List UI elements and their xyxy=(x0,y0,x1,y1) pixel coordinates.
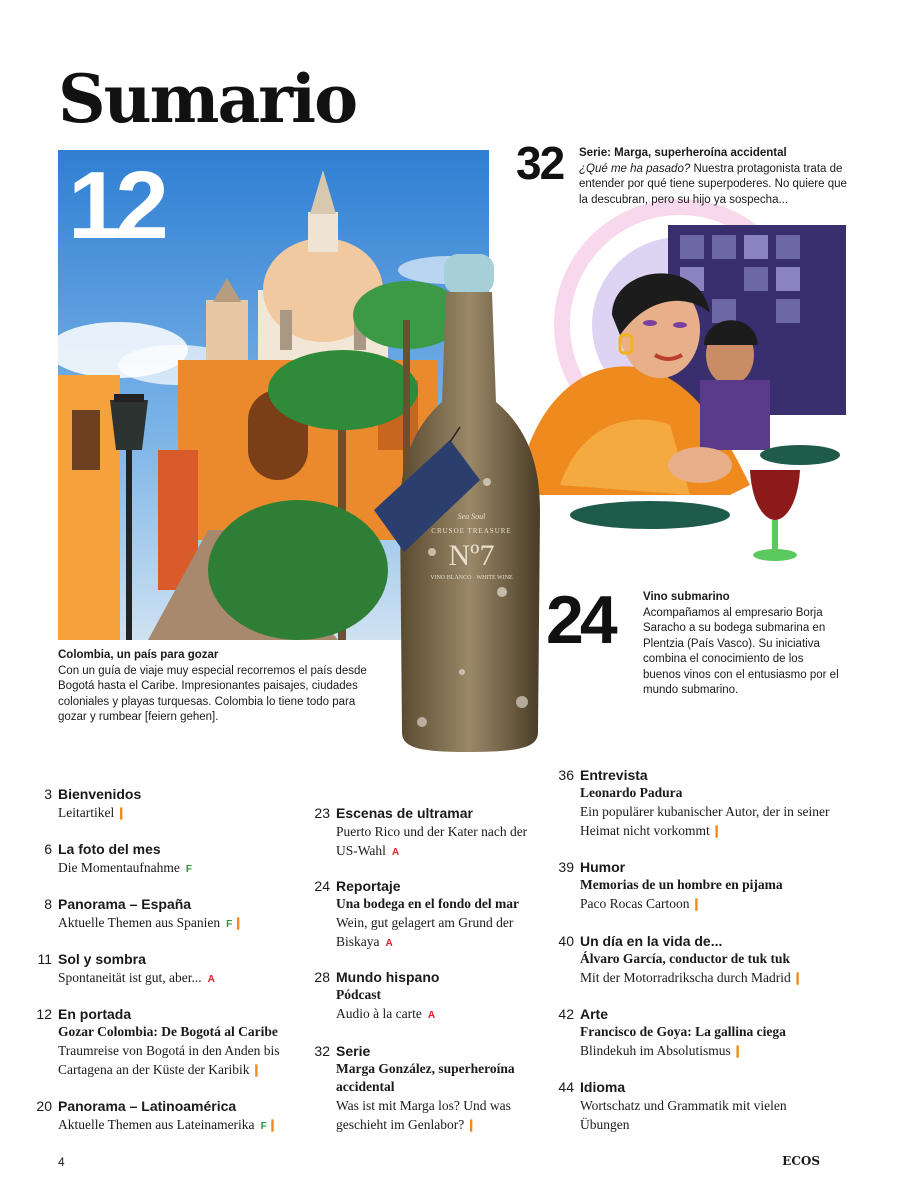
level-badge-i: ▎ xyxy=(695,900,704,911)
level-badge-i: ▎ xyxy=(120,809,128,820)
toc-description: Was ist mit Marga los? Und was geschieht im Genlabor? xyxy=(336,1098,511,1132)
level-badge-i: ▎ xyxy=(796,974,805,985)
toc-description: Puerto Rico und der Kater nach der US-Wahl xyxy=(336,824,528,858)
toc-section-title: Entrevista xyxy=(580,767,648,783)
feature-colombia-text: Con un guía de viaje muy especial recorremos el país desde Bogotá hasta el Caribe. Impresionantes paisajes, ciudades coloniales y playas turquesas. Colombia lo tiene todo para gozar y rumbear [feiern gehen]. xyxy=(58,664,367,723)
toc-page-number: 32 xyxy=(314,1043,330,1059)
toc-description: Aktuelle Themen aus Spanien xyxy=(58,915,221,930)
toc-page-number: 44 xyxy=(558,1079,574,1095)
bottle-label-number: Nº7 xyxy=(448,539,495,572)
level-badge-f: F xyxy=(226,919,233,930)
toc-description: Ein populärer kubanischer Autor, der in seiner Heimat nicht vorkommt xyxy=(580,804,830,838)
toc-page-number: 12 xyxy=(36,1006,52,1022)
toc-section-title: Bienvenidos xyxy=(58,786,142,802)
toc-article-title: Marga González, superheroína accidental xyxy=(336,1061,515,1094)
feature-number-vino: 24 xyxy=(546,582,614,658)
toc-page-number: 40 xyxy=(558,933,574,949)
feature-number-serie: 32 xyxy=(516,137,564,189)
toc-entry[interactable] xyxy=(314,968,551,1025)
toc-description: Mit der Motorradrikscha durch Madrid xyxy=(580,970,791,985)
feature-colombia xyxy=(58,648,368,726)
toc-article-title: Álvaro García, conductor de tuk tuk xyxy=(580,951,791,966)
marga-illustration xyxy=(500,195,850,570)
bottle-label-type: VINO BLANCO · WHITE WINE xyxy=(430,575,513,581)
toc-description: Aktuelle Themen aus Lateinamerika xyxy=(58,1117,255,1132)
level-badge-i: ▎ xyxy=(255,1066,264,1077)
toc-article-title: Una bodega en el fondo del mar xyxy=(336,896,520,911)
toc-entry[interactable] xyxy=(44,785,303,824)
feature-vino xyxy=(643,590,843,699)
bottle-label-brand: Sea Soul xyxy=(457,512,486,521)
toc-entry[interactable] xyxy=(558,766,830,842)
toc-description: Paco Rocas Cartoon xyxy=(580,896,690,911)
toc-entry[interactable] xyxy=(44,840,303,879)
bottle-label-line: CRUSOE TREASURE xyxy=(431,527,512,535)
page-number: 4 xyxy=(58,1155,65,1169)
feature-vino-heading: Vino submarino xyxy=(643,591,730,603)
toc-section-title: Panorama – Latinoamérica xyxy=(58,1098,237,1114)
toc-entry[interactable] xyxy=(314,1042,551,1136)
toc-description: Leitartikel xyxy=(58,805,115,820)
toc-section-title: Mundo hispano xyxy=(336,969,440,985)
feature-number-colombia: 12 xyxy=(68,152,163,259)
level-badge-i: ▎ xyxy=(271,1121,280,1132)
toc-article-title: Pódcast xyxy=(336,987,381,1002)
feature-serie-question: ¿Qué me ha pasado? xyxy=(579,162,691,175)
toc-section-title: Idioma xyxy=(580,1079,626,1095)
level-badge-i: ▎ xyxy=(237,919,245,930)
toc-section-title: Sol y sombra xyxy=(58,951,146,967)
toc-entry[interactable] xyxy=(558,858,830,915)
level-badge-f: F xyxy=(260,1121,267,1132)
toc-article-title: Memorias de un hombre en pijama xyxy=(580,877,783,892)
level-badge-a: A xyxy=(207,974,215,985)
feature-vino-text: Acompañamos al empresario Borja Saracho a su bodega submarina en Plentzia (País Vasco). Su iniciativa combina el conocimiento de los buenos vinos con el entusiasmo por el mundo submarino. xyxy=(643,606,839,696)
page-title: Sumario xyxy=(58,60,357,138)
feature-serie-heading: Serie: Marga, superheroína accidental xyxy=(579,147,787,159)
toc-section-title: Humor xyxy=(580,859,626,875)
toc-article-title: Leonardo Padura xyxy=(580,785,683,800)
toc-description: Traumreise von Bogotá in den Anden bis Cartagena an der Küste der Karibik xyxy=(58,1043,280,1077)
magazine-brand: ECOS xyxy=(782,1154,820,1168)
toc-entry[interactable] xyxy=(36,1005,303,1081)
feature-serie xyxy=(579,146,854,208)
toc-description: Blindekuh im Absolutismus xyxy=(580,1043,731,1058)
feature-serie-text: Nuestra protagonista trata de entender por qué tiene superpoderes. No quiere que la descubran, pero su hijo ya sospecha... xyxy=(579,162,847,206)
toc-page-number: 6 xyxy=(44,841,52,857)
toc-article-title: Francisco de Goya: La gallina ciega xyxy=(580,1024,786,1039)
toc-article-title: Gozar Colombia: De Bogotá al Caribe xyxy=(58,1024,278,1039)
toc-section-title: Reportaje xyxy=(336,878,401,894)
toc-page-number: 11 xyxy=(37,951,52,967)
toc-section-title: Panorama – España xyxy=(58,896,192,912)
level-badge-f: F xyxy=(185,864,192,875)
level-badge-i: ▎ xyxy=(736,1047,745,1058)
toc-page-number: 20 xyxy=(36,1098,52,1114)
toc-entry[interactable] xyxy=(558,1078,830,1134)
toc-section-title: Serie xyxy=(336,1043,371,1059)
toc-page-number: 42 xyxy=(558,1006,574,1022)
toc-page-number: 24 xyxy=(314,878,330,894)
level-badge-a: A xyxy=(427,1010,436,1021)
toc-description: Audio à la carte xyxy=(336,1006,422,1021)
toc-section-title: Arte xyxy=(580,1006,609,1022)
toc-description: Wein, gut gelagert am Grund der Biskaya xyxy=(336,915,514,949)
toc-section-title: Escenas de ultramar xyxy=(336,805,473,821)
toc-page-number: 28 xyxy=(314,969,330,985)
toc-entry[interactable] xyxy=(37,950,303,989)
toc-page-number: 3 xyxy=(44,786,52,802)
toc-page-number: 23 xyxy=(314,805,330,821)
toc-entry[interactable] xyxy=(36,1097,303,1136)
toc-page-number: 36 xyxy=(558,767,574,783)
toc-entry[interactable] xyxy=(314,877,551,953)
level-badge-a: A xyxy=(391,847,400,858)
toc-description: Die Momentaufnahme xyxy=(58,860,180,875)
level-badge-i: ▎ xyxy=(715,827,724,838)
toc-entry[interactable] xyxy=(558,932,830,989)
toc-section-title: La foto del mes xyxy=(58,841,161,857)
level-badge-a: A xyxy=(385,938,393,949)
level-badge-i: ▎ xyxy=(470,1121,478,1132)
toc-entry[interactable] xyxy=(314,804,551,862)
toc-page-number: 39 xyxy=(558,859,574,875)
toc-entry[interactable] xyxy=(558,1005,830,1062)
toc-page-number: 8 xyxy=(44,896,52,912)
wine-bottle-image xyxy=(372,252,548,757)
toc-section-title: En portada xyxy=(58,1006,132,1022)
toc-description: Wortschatz und Grammatik mit vielen Übungen xyxy=(580,1098,787,1132)
toc-section-title: Un día en la vida de... xyxy=(580,933,723,949)
toc-description: Spontaneität ist gut, aber... xyxy=(58,970,202,985)
feature-colombia-heading: Colombia, un país para gozar xyxy=(58,649,219,661)
toc-entry[interactable] xyxy=(44,895,303,934)
